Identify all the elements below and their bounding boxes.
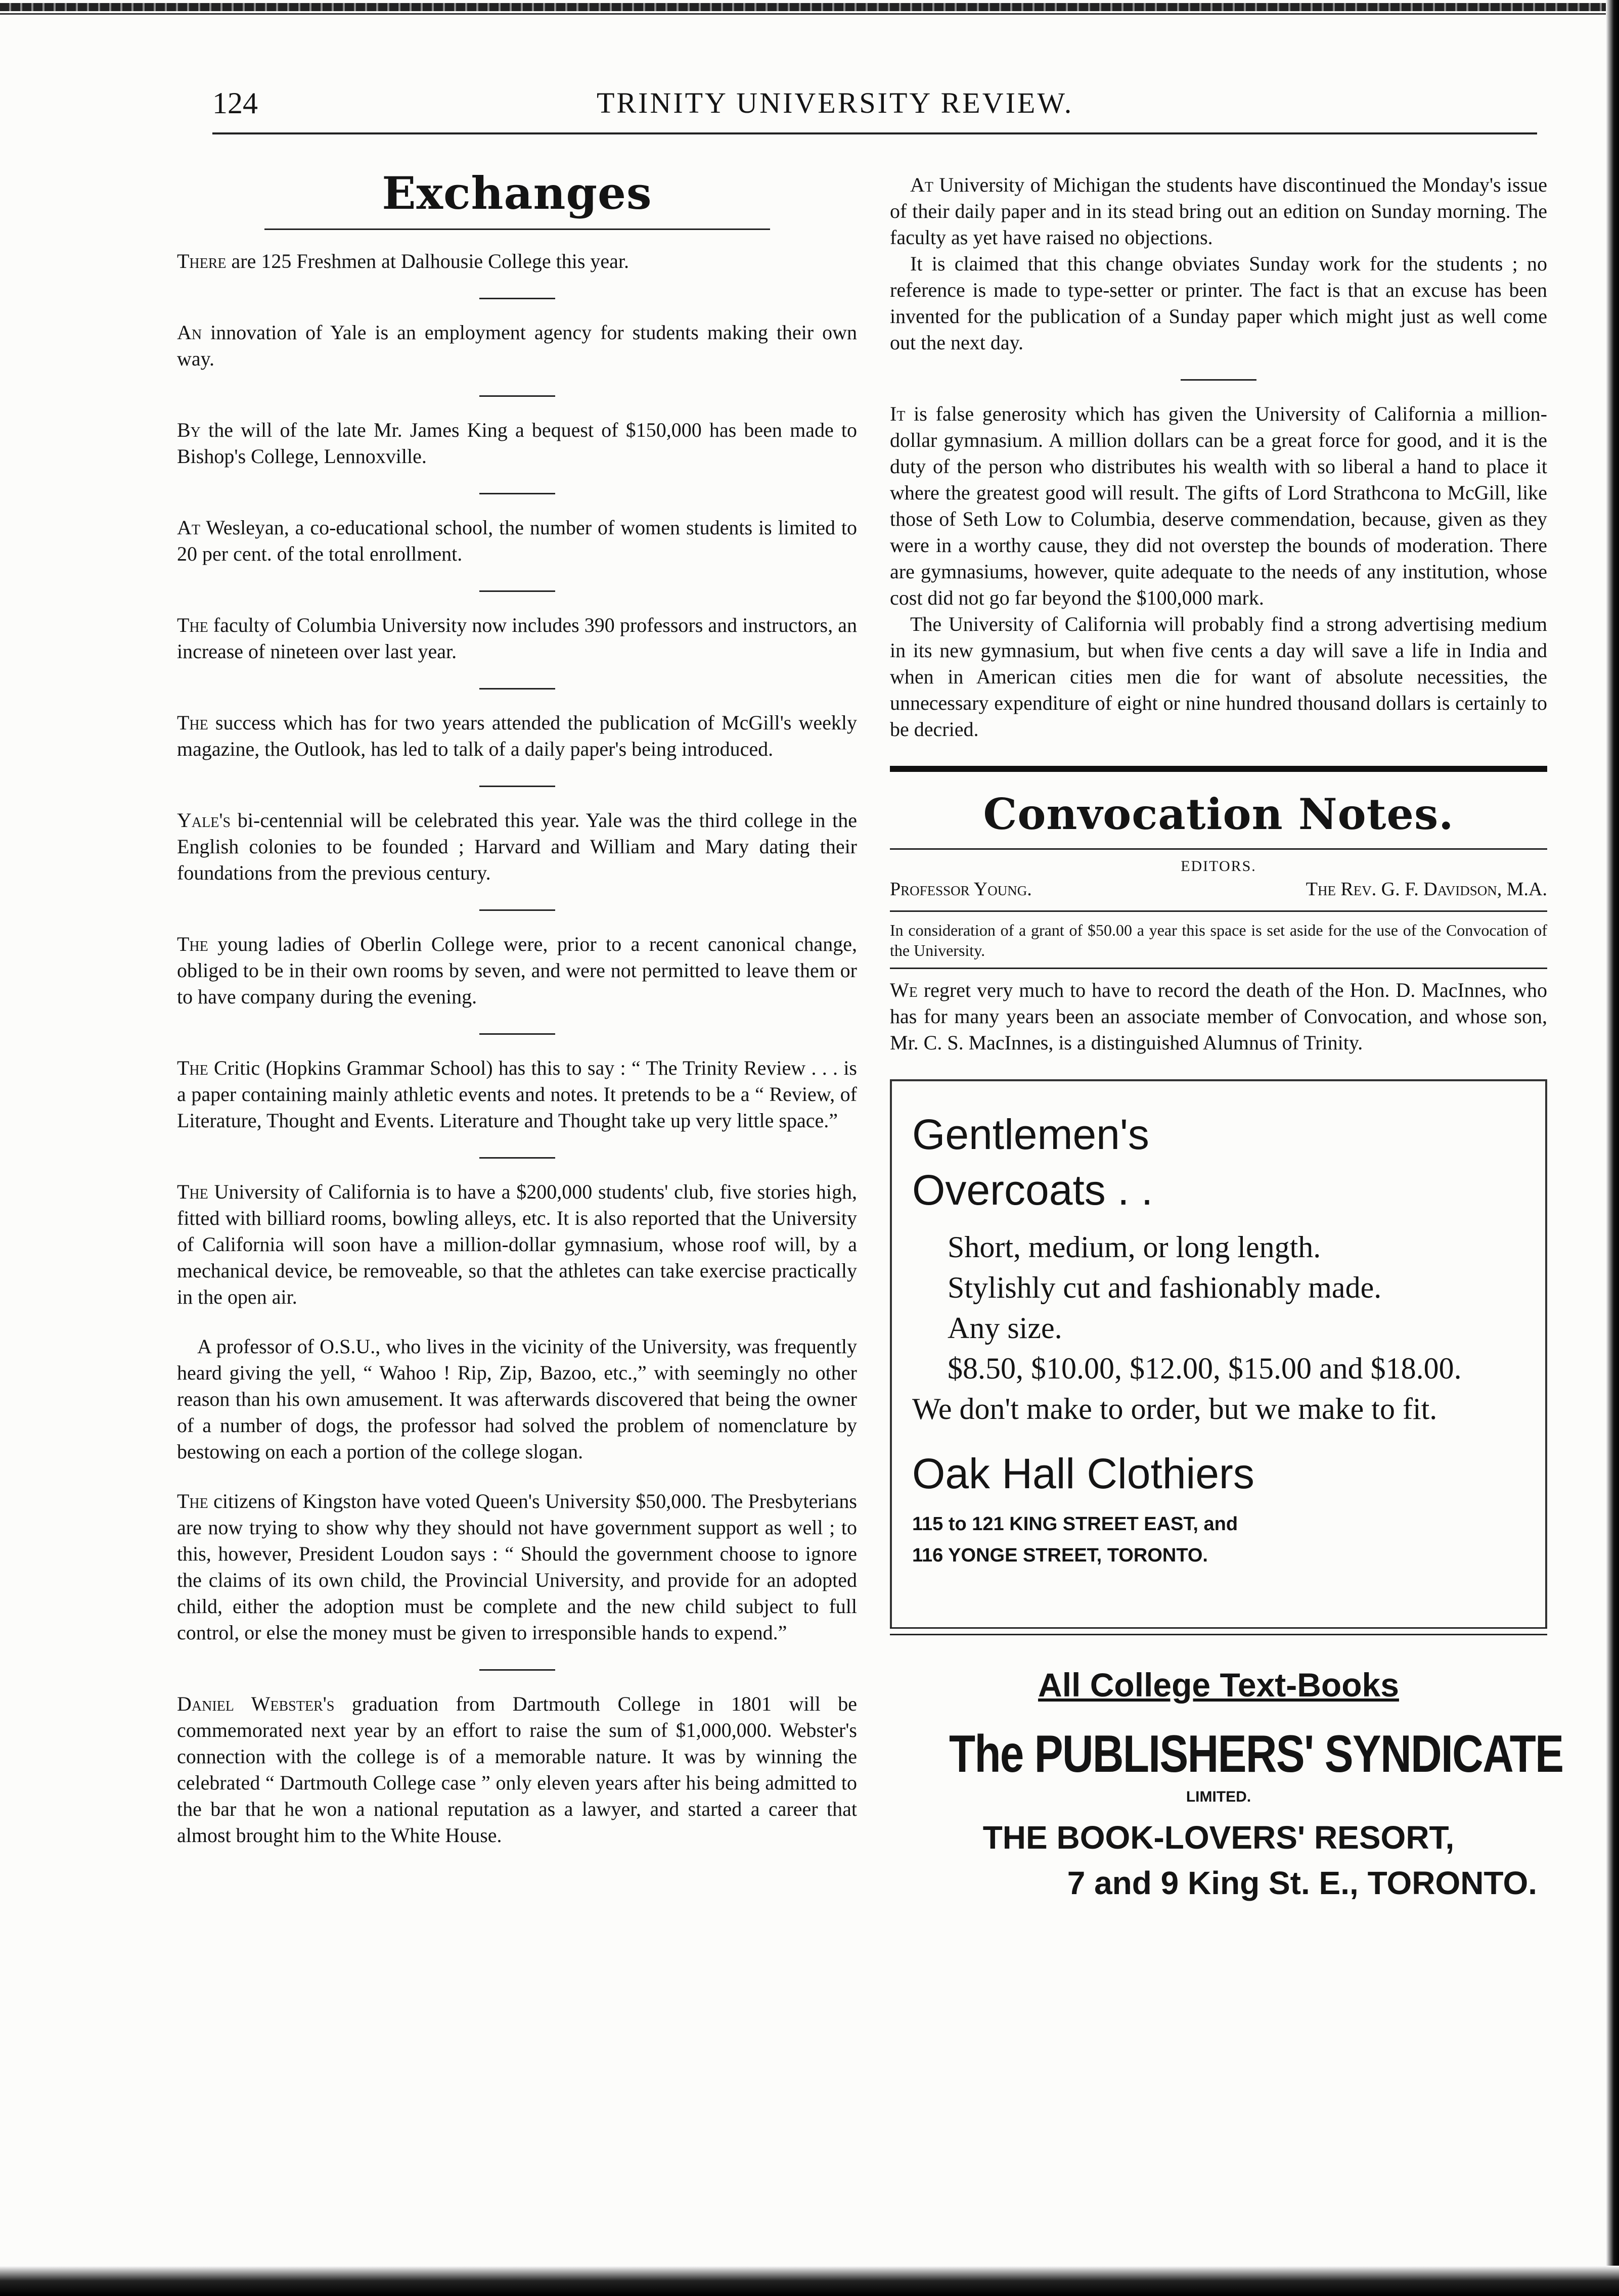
exchange-item: Daniel Webster's graduation from Dartmouth College in 1801 will be commemorated next year by an effort to raise the sum of $1,000,000. Webster's connection with the college is of a memorable nature. It was by winning the celebrated “ Dartmouth College case ” only eleven years after his being admitted to the bar that he won a national reputation as a lawyer, and started a career that almost brought him to the White House.: [177, 1692, 857, 1847]
separator: [479, 1669, 555, 1671]
exchange-item: The success which has for two years attended the publication of McGill's weekly magazine, the Outlook, has led to talk of a daily paper's being introduced.: [177, 711, 857, 760]
header-rule: [212, 132, 1537, 134]
exchange-item: The University of California will probably find a strong advertising medium in its new gymnasium, but when five cents a day will save a life in India and when in American cities men die for want of absolute necessities, the unnecessary expenditure of eight or nine hundred thousand dollars is certainly to be decried.: [890, 613, 1547, 741]
running-title: TRINITY UNIVERSITY REVIEW.: [597, 86, 1074, 119]
title-rule: [890, 848, 1547, 850]
separator: [479, 1157, 555, 1159]
convocation-note: We regret very much to have to record the death of the Hon. D. MacInnes, who has for many years been an associate member of Convocation, and whose son, Mr. C. S. MacInnes, is a distinguished Alumnus of Trinity.: [890, 979, 1547, 1054]
top-border-line: [0, 13, 1619, 15]
exchange-item: The University of California is to have a $200,000 students' club, five stories high, fitted with billiard rooms, bowling alleys, etc. It is also reported that the University of California will soon have a million-dollar gymnasium, whose roof will, by a mechanical device, be removeable, so that the athletes can take exercise practically in the open air.: [177, 1180, 857, 1308]
separator: [479, 688, 555, 690]
overcoats-ad: [890, 1079, 1547, 1627]
separator: [479, 395, 555, 397]
exchange-item: By the will of the late Mr. James King a bequest of $150,000 has been made to Bishop's College, Lennoxville.: [177, 419, 857, 468]
separator: [479, 1033, 555, 1035]
exchange-item: The Critic (Hopkins Grammar School) has this to say : “ The Trinity Review . . . is a paper containing mainly athletic events and notes. It pretends to be a “ Review, of Literature, Thought and Events. Literature and Thought take up very little space.”: [177, 1057, 857, 1132]
exchange-item: It is claimed that this change obviates Sunday work for the students ; no reference is made to type-setter or printer. The fact is that an excuse has been invented for the publication of a Sunday paper which might just as well come out the next day.: [890, 252, 1547, 354]
exchange-item: At University of Michigan the students have discontinued the Monday's issue of their daily paper and in its stead bring out an edition on Sunday morning. The faculty as yet have raised no objections.: [890, 173, 1547, 249]
publishers-limited: LIMITED.: [1186, 1788, 1251, 1805]
exchange-item: There are 125 Freshmen at Dalhousie College this year.: [177, 250, 629, 272]
right-column: [890, 172, 1563, 1902]
convocation-title: Convocation Notes.: [983, 789, 1454, 839]
publishers-name: The PUBLISHERS' SYNDICATE: [949, 1725, 1563, 1783]
ad-text: Short, medium, or long length.: [948, 1230, 1321, 1264]
exchange-item: Yale's bi-centennial will be celebrated this year. Yale was the third college in the English colonies to be founded ; Harvard and William and Mary dating their foundations from the previous century.: [177, 809, 857, 884]
editors-row: [890, 878, 1547, 900]
page-bottom-shadow: [0, 2266, 1619, 2296]
exchanges-title: Exchanges: [382, 167, 652, 219]
left-column: [177, 167, 857, 1872]
title-rule: [264, 228, 770, 230]
exchange-item: The citizens of Kingston have voted Queen's University $50,000. The Presbyterians are now trying to show why they should not have government support as well ; to this, however, President Loudon says : “ Should the government choose to ignore the claims of its own child, the Provincial University, and provide for an adopted child, either the adoption must be complete and the new child subject to full control, or else the money must be given to irresponsible hands to expend.”: [177, 1490, 857, 1644]
ad-text: Any size.: [948, 1311, 1062, 1345]
exchange-item: An innovation of Yale is an employment agency for students making their own way.: [177, 321, 857, 370]
ad-text: Stylishly cut and fashionably made.: [948, 1271, 1382, 1304]
exchange-item: At Wesleyan, a co-educational school, the number of women students is limited to 20 per cent. of the total enrollment.: [177, 516, 857, 565]
ad-store-name: Oak Hall Clothiers: [912, 1450, 1254, 1497]
separator: [479, 590, 555, 592]
ad-address: 115 to 121 KING STREET EAST, and: [912, 1513, 1238, 1535]
ad-headline: Gentlemen's: [912, 1111, 1149, 1158]
rule: [890, 910, 1547, 912]
separator: [479, 493, 555, 494]
ad-headline: Overcoats . .: [912, 1166, 1153, 1214]
exchange-item: The young ladies of Oberlin College were, prior to a recent canonical change, obliged to be in their own rooms by seven, and were not permitted to leave them or to have company during the evening.: [177, 933, 857, 1008]
separator: [479, 909, 555, 911]
convocation-notice: In consideration of a grant of $50.00 a year this space is set aside for the use of the Convocation of the University.: [890, 921, 1547, 959]
exchange-item: The faculty of Columbia University now includes 390 professors and instructors, an increase of nineteen over last year.: [177, 614, 857, 663]
page-number: 124: [212, 86, 258, 120]
publishers-tagline: All College Text-Books: [1038, 1666, 1399, 1704]
editor-left: Professor Young.: [890, 879, 1032, 900]
ad-prices: $8.50, $10.00, $12.00, $15.00 and $18.00.: [948, 1352, 1462, 1385]
ad-text: We don't make to order, but we make to fit.: [912, 1392, 1437, 1426]
exchange-item: A professor of O.S.U., who lives in the vicinity of the University, was frequently heard giving the yell, “ Wahoo ! Rip, Zip, Bazoo, etc.,” with seemingly no other reason than his own amusement. It was afterwards discovered that being the owner of a number of dogs, the professor had solved the problem of nomenclature by bestowing on each a portion of the college slogan.: [177, 1335, 857, 1463]
editors-label: EDITORS.: [1181, 858, 1256, 875]
ad-rule: [890, 1627, 1547, 1635]
separator: [1181, 379, 1256, 381]
section-divider: [890, 766, 1547, 772]
top-border: [0, 3, 1619, 11]
separator: [479, 298, 555, 299]
page-edge-shadow: [1606, 0, 1619, 2296]
ad-address: 116 YONGE STREET, TORONTO.: [912, 1545, 1208, 1566]
separator: [479, 786, 555, 787]
publishers-resort: THE BOOK-LOVERS' RESORT,: [982, 1819, 1455, 1856]
exchange-item: It is false generosity which has given the University of California a million-dollar gymnasium. A million dollars can be a great force for good, and it is the duty of the person who distributes his wealth with so liberal a hand to place it where the greatest good will result. The gifts of Lord Strathcona to McGill, like those of Seth Low to Columbia, deserve commendation, because, given as they were in a worthy cause, they did not overstep the bounds of moderation. There are gymnasiums, however, quite adequate to the needs of any institution, whose cost did not go far beyond the $100,000 mark.: [890, 402, 1547, 609]
rule: [890, 968, 1547, 969]
publishers-address: 7 and 9 King St. E., TORONTO.: [1067, 1865, 1537, 1901]
editor-right: The Rev. G. F. Davidson, M.A.: [1306, 879, 1547, 900]
